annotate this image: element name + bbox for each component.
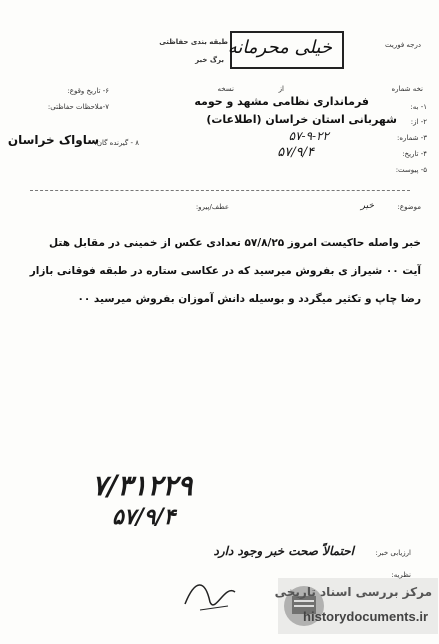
field-label-protection-notes: ۷-ملاحظات حفاظتی:	[47, 103, 109, 111]
source-evaluation-value: احتمالاً صحت خبر وجود دارد	[213, 544, 354, 558]
top-secret-text: خیلی محرمانه	[227, 37, 332, 58]
top-secret-stamp	[227, 31, 344, 69]
field-value-recipients: ساواک خراسان	[7, 133, 99, 147]
header-divider	[30, 190, 410, 191]
handwritten-ref-date: ۵۷/۹/۴	[112, 504, 176, 530]
copy-number-label: نخه شماره	[391, 85, 423, 93]
field-label-to: ۱- به:	[410, 103, 427, 111]
field-value-to: فرمانداری نظامی مشهد و حومه	[194, 95, 369, 108]
body-line: آیت ۰۰ شیراز ی بفروش میرسید که در عکاسی ستاره در طبقه فوقانی بازار	[29, 265, 421, 277]
signature-mark	[180, 574, 240, 614]
protection-level-label: طبقه بندی حفاظتی	[159, 38, 228, 46]
copy-label: نسخه	[217, 85, 234, 93]
classification-label: درجه فوریت	[385, 41, 421, 49]
field-value-date: ۵۷/۹/۴	[277, 145, 314, 160]
subject-value: خبر	[360, 201, 374, 211]
archive-watermark	[274, 578, 438, 634]
source-evaluation-label: ارزیابی خبر:	[375, 549, 411, 557]
handwritten-ref-number: ۷/۳۱۲۲۹	[92, 469, 193, 502]
field-label-occurrence-date: ۶- تاریخ وقوع:	[67, 87, 109, 95]
field-value-from: شهربانی استان خراسان (اطلاعات)	[206, 113, 397, 126]
body-line: خبر واصله حاکیست امروز ۵۷/۸/۲۵ تعدادی عکس از خمینی در مقابل هتل	[49, 237, 421, 249]
subject-label: موضوع:	[397, 203, 421, 211]
reference-label: عطف/پیرو:	[195, 203, 229, 211]
from-label: از	[278, 85, 284, 93]
field-label-date: ۴- تاریخ:	[402, 150, 427, 158]
body-line: رضا چاپ و تکثیر میگردد و بوسیله دانش آموزان بفروش میرسید ۰۰	[77, 293, 421, 305]
field-label-number: ۳- شماره:	[397, 134, 427, 142]
news-sheet-label: برگ خبر	[195, 56, 224, 64]
field-value-number: ۵۷-۹-۲۲	[288, 129, 329, 143]
field-label-recipients: ۸ - گیرنده گان:	[94, 139, 139, 147]
archive-title: مرکز بررسی اسناد تاریخی	[274, 585, 432, 599]
field-label-attachment: ۵- پیوست:	[395, 166, 427, 174]
opinion-label: نظریه:	[391, 571, 411, 579]
classification-box	[159, 33, 228, 73]
archive-url: historydocuments.ir	[303, 609, 428, 624]
field-label-from: ۲- از:	[410, 118, 427, 126]
